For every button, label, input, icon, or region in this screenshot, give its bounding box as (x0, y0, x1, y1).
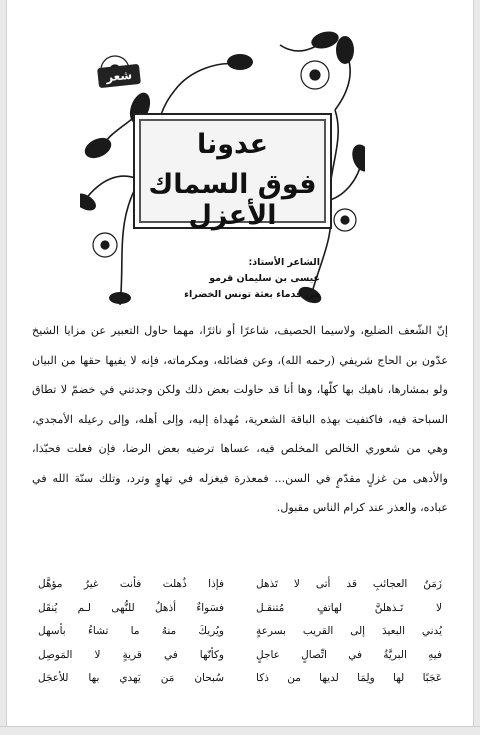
verse-first-hemistich: لا تَـذهلنَّ لهاتفٍ مُتنقـل (256, 601, 442, 614)
verse-first-hemistich: زَمَنُ العجائبِ قد أتى لا تَذهل (256, 578, 442, 590)
poem (38, 578, 442, 696)
verse-second-hemistich: فإذا ذُهلت فأنت غيرُ مؤهَّل (38, 578, 224, 590)
poem-verse (38, 649, 442, 673)
poem-verse (38, 602, 442, 626)
credit-line-2: عيسى بن سليمان قرمو (209, 273, 320, 284)
title-line-1: عدونا (196, 129, 269, 160)
poem-verse (38, 578, 442, 602)
introduction-paragraph (32, 316, 448, 523)
verse-first-hemistich: يُدني البعيدَ إلى القريب بسرعةٍ (256, 625, 442, 637)
right-frame-edge (473, 0, 480, 735)
poem-verse (38, 625, 442, 649)
left-frame-edge (0, 0, 7, 735)
title-frame (133, 113, 332, 229)
poem-verse (38, 672, 442, 696)
credit-line-3: من قدماء بعثة تونس الخضراء (184, 289, 320, 300)
author-credits (170, 255, 320, 303)
bottom-frame-edge (0, 726, 480, 735)
credit-line-1: الشاعر الأستاذ: (248, 257, 320, 268)
verse-second-hemistich: وكأنّها في قريةٍ لا المَوصِل (38, 648, 224, 661)
introduction-text: إنّ الشّعف الضليع، ولاسيما الحصيف، شاعرًا أو ناثرًا، مهما حاول التعبير عن مزايا الشيخ عدّون بن الحاج شريفي (رحمه الله)، وعن فضائله، ومكرماته، فإنه لا يفيها حقها من البيان ولو بمشارها، ناهيك بها كلّها، وها أنا قد حاولت بعض ذلك ولكن وجدتني في خضمّ لا تطاق السباحة فيه، فاكتفيت بهذه الباقة الشعرية، مُهداة إليه، وإلى أهله، وإلى رعيله الأمجدي، وهي من شعوري الخالص المخلص فيه، عساها ترضيه بعض الرضا، فإن فعلت فحبّذا، والأدهى من غزلٍ مقدّمٍ في السن... فمعذرة فيغزله في تهاوٍ وترد، وتلك سنّة الله في عباده، والعذر عند كرام الناس مقبول. (32, 324, 448, 514)
title-line-2: فوق السماك الأعزل (148, 169, 317, 231)
verse-second-hemistich: فسَواءٌ أذهلُ للنُّهى لـم يُنقَل (38, 601, 224, 614)
verse-second-hemistich: سُبحان مَن يَهدي بها للأعجَل (38, 672, 224, 684)
genre-badge: شعر (97, 64, 141, 88)
verse-first-hemistich: عَجَبًا لها ولِمَا لديها من ذكا (256, 672, 442, 684)
verse-first-hemistich: فيهِ البريَّةُ في اتِّصالٍ عاجلٍ (256, 648, 442, 661)
verse-second-hemistich: ويُريكَ منهُ ما تشاءُ بأسهل (38, 625, 224, 637)
